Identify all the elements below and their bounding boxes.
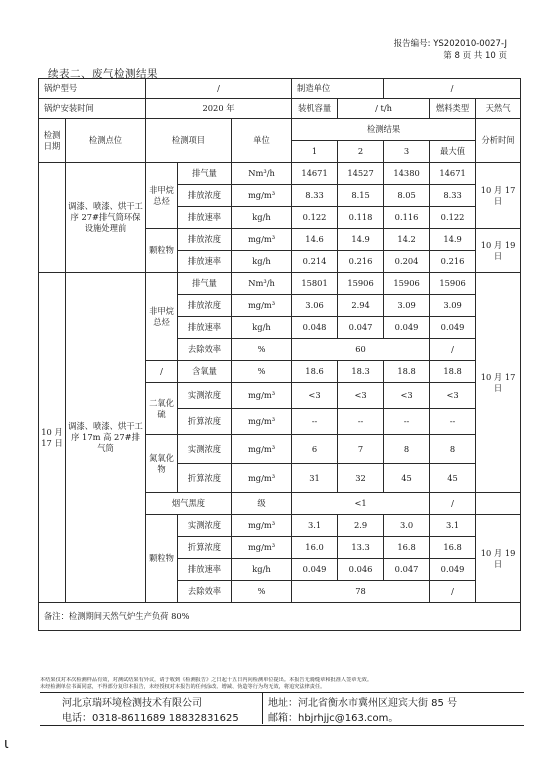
sec2-date: 10 月 17 日 <box>39 273 66 603</box>
disclaimer-line-2: 未经检测单位书面同意，不得部分复印本报告，未经授权对本报告的任何涂改、增减、伪造等行为均无效，将追究法律责任。 <box>40 684 326 690</box>
value-max: 8.33 <box>430 185 476 207</box>
item-name: 排放速率 <box>178 317 232 339</box>
table-title: 续表二、废气检测结果 <box>48 68 158 80</box>
value-2: 14.9 <box>338 229 384 251</box>
item-name: 折算浓度 <box>178 464 232 493</box>
item-name: 烟气黑度 <box>146 493 232 515</box>
company-email: 邮箱：hbjrhjjc@163.com。 <box>268 713 399 724</box>
value-2: <3 <box>338 383 384 409</box>
item-name: 去除效率 <box>178 339 232 361</box>
oxygen-slash: / <box>146 361 178 383</box>
table-row <box>39 163 521 185</box>
value-1: 15801 <box>292 273 338 295</box>
merged-value: <1 <box>292 493 430 515</box>
disclaimer-line-1: 本结果仅对本次检测样品有效，对测试结果有异议，请于收到《检测报告》之日起十五日内向检测单位提出。本报告无骑缝章和批准人签章无效。 <box>40 677 373 683</box>
value-3: 3.0 <box>384 515 430 537</box>
item-name: 实测浓度 <box>178 383 232 409</box>
value-2: 2.9 <box>338 515 384 537</box>
sec1-pm: 颗粒物 <box>146 229 178 273</box>
value-max: / <box>430 493 476 515</box>
item-name: 排气量 <box>178 163 232 185</box>
item-name: 实测浓度 <box>178 435 232 464</box>
item-name: 排放速率 <box>178 559 232 581</box>
item-name: 排放速率 <box>178 207 232 229</box>
margin-mark: ι <box>4 736 9 752</box>
col-date: 检测日期 <box>39 119 66 163</box>
sec2-blank-time <box>476 493 521 515</box>
value-2: 2.94 <box>338 295 384 317</box>
sec2-pm: 颗粒物 <box>146 515 178 603</box>
value-1: 3.1 <box>292 515 338 537</box>
footer-rule-top <box>40 692 524 693</box>
value-max: 0.122 <box>430 207 476 229</box>
value-3: 0.116 <box>384 207 430 229</box>
value-max: 45 <box>430 464 476 493</box>
unit: kg/h <box>232 207 292 229</box>
boiler-row-2 <box>39 99 521 119</box>
item-name: 去除效率 <box>178 581 232 603</box>
exhaust-gas-results-table <box>38 78 521 631</box>
value-2: 8.15 <box>338 185 384 207</box>
value-max: 18.8 <box>430 361 476 383</box>
sec2-nox: 氮氧化物 <box>146 435 178 493</box>
maker-value: / <box>384 79 521 99</box>
value-2: 7 <box>338 435 384 464</box>
value-3: 18.8 <box>384 361 430 383</box>
company-phone: 电话：0318-8611689 18832831625 <box>62 713 239 724</box>
unit: mg/m³ <box>232 537 292 559</box>
value-1: 0.048 <box>292 317 338 339</box>
col-analysis-time: 分析时间 <box>476 119 521 163</box>
footer-rule-bottom <box>40 725 524 726</box>
value-max: 0.049 <box>430 559 476 581</box>
sec2-time-b: 10 月 19 日 <box>476 515 521 603</box>
value-max: 14.9 <box>430 229 476 251</box>
value-2: 0.216 <box>338 251 384 273</box>
sec1-date <box>39 163 66 273</box>
value-3: 16.8 <box>384 537 430 559</box>
value-3: 3.09 <box>384 295 430 317</box>
value-3: 0.049 <box>384 317 430 339</box>
maker-label: 制造单位 <box>292 79 384 99</box>
unit: % <box>232 361 292 383</box>
install-time-label: 锅炉安装时间 <box>39 99 146 119</box>
value-2: 18.3 <box>338 361 384 383</box>
value-1: 31 <box>292 464 338 493</box>
item-name: 含氧量 <box>178 361 232 383</box>
fuel-label: 燃料类型 <box>430 99 476 119</box>
merged-value: 60 <box>292 339 430 361</box>
report-number: 报告编号: YS202010-0027-J <box>393 39 507 49</box>
value-max: <3 <box>430 383 476 409</box>
col-result-3: 3 <box>384 141 430 163</box>
value-1: 3.06 <box>292 295 338 317</box>
unit: mg/m³ <box>232 435 292 464</box>
value-max: 3.09 <box>430 295 476 317</box>
value-1: 18.6 <box>292 361 338 383</box>
value-3: 14380 <box>384 163 430 185</box>
value-max: 3.1 <box>430 515 476 537</box>
disclaimer <box>40 677 524 691</box>
value-max: -- <box>430 409 476 435</box>
item-name: 排放浓度 <box>178 185 232 207</box>
value-max: 0.049 <box>430 317 476 339</box>
note-row <box>39 603 521 631</box>
unit: mg/m³ <box>232 464 292 493</box>
sec1-time-b: 10 月 19 日 <box>476 229 521 273</box>
company-address: 地址：河北省衡水市冀州区迎宾大街 85 号 <box>268 698 458 709</box>
value-2: -- <box>338 409 384 435</box>
boiler-model-value: / <box>146 79 292 99</box>
boiler-model-label: 锅炉型号 <box>39 79 146 99</box>
value-2: 32 <box>338 464 384 493</box>
value-max: / <box>430 581 476 603</box>
value-1: 14.6 <box>292 229 338 251</box>
unit: kg/h <box>232 317 292 339</box>
capacity-label: 装机容量 <box>292 99 338 119</box>
capacity-value: / t/h <box>338 99 430 119</box>
unit: kg/h <box>232 251 292 273</box>
value-max: 0.216 <box>430 251 476 273</box>
col-result-1: 1 <box>292 141 338 163</box>
value-1: 0.214 <box>292 251 338 273</box>
item-name: 排放浓度 <box>178 229 232 251</box>
value-max: 16.8 <box>430 537 476 559</box>
value-1: 14671 <box>292 163 338 185</box>
value-3: 15906 <box>384 273 430 295</box>
item-name: 排放浓度 <box>178 295 232 317</box>
unit: Nm³/h <box>232 163 292 185</box>
value-1: 8.33 <box>292 185 338 207</box>
company-name: 河北京瑞环境检测技术有限公司 <box>62 698 202 709</box>
item-name: 实测浓度 <box>178 515 232 537</box>
value-max: 14671 <box>430 163 476 185</box>
merged-value: 78 <box>292 581 430 603</box>
col-result-2: 2 <box>338 141 384 163</box>
value-3: 8 <box>384 435 430 464</box>
value-3: 45 <box>384 464 430 493</box>
boiler-row-1 <box>39 79 521 99</box>
col-result-max: 最大值 <box>430 141 476 163</box>
value-max: / <box>430 339 476 361</box>
unit: mg/m³ <box>232 409 292 435</box>
value-2: 0.118 <box>338 207 384 229</box>
col-point: 检测点位 <box>66 119 146 163</box>
value-3: 14.2 <box>384 229 430 251</box>
value-3: 0.204 <box>384 251 430 273</box>
value-2: 13.3 <box>338 537 384 559</box>
item-name: 折算浓度 <box>178 409 232 435</box>
table-row <box>39 273 521 295</box>
unit: kg/h <box>232 559 292 581</box>
unit: mg/m³ <box>232 185 292 207</box>
sec2-nmhc: 非甲烷总烃 <box>146 273 178 361</box>
sec2-point: 调漆、喷漆、烘干工序 17m 高 27#排气筒 <box>66 273 146 603</box>
sec1-point: 调漆、喷漆、烘干工序 27#排气筒环保设施处理前 <box>66 163 146 273</box>
item-name: 折算浓度 <box>178 537 232 559</box>
page-number: 第 8 页 共 10 页 <box>443 51 507 61</box>
unit: mg/m³ <box>232 229 292 251</box>
unit: 级 <box>232 493 292 515</box>
sec2-so2: 二氧化硫 <box>146 383 178 435</box>
sec2-time-a: 10 月 17 日 <box>476 273 521 493</box>
value-2: 0.046 <box>338 559 384 581</box>
note: 备注：检测期间天然气炉生产负荷 80% <box>39 603 521 631</box>
value-1: -- <box>292 409 338 435</box>
unit: Nm³/h <box>232 273 292 295</box>
unit: mg/m³ <box>232 295 292 317</box>
col-unit: 单位 <box>232 119 292 163</box>
col-item: 检测项目 <box>146 119 232 163</box>
value-3: 8.05 <box>384 185 430 207</box>
value-2: 15906 <box>338 273 384 295</box>
header-row-1 <box>39 119 521 141</box>
item-name: 排放速率 <box>178 251 232 273</box>
unit: % <box>232 339 292 361</box>
value-2: 0.047 <box>338 317 384 339</box>
unit: mg/m³ <box>232 383 292 409</box>
fuel-value: 天然气 <box>476 99 521 119</box>
value-3: -- <box>384 409 430 435</box>
value-1: <3 <box>292 383 338 409</box>
value-max: 15906 <box>430 273 476 295</box>
footer-divider <box>262 693 263 724</box>
item-name: 排气量 <box>178 273 232 295</box>
value-1: 0.122 <box>292 207 338 229</box>
value-1: 6 <box>292 435 338 464</box>
sec1-nmhc: 非甲烷总烃 <box>146 163 178 229</box>
install-time-value: 2020 年 <box>146 99 292 119</box>
value-max: 8 <box>430 435 476 464</box>
value-1: 16.0 <box>292 537 338 559</box>
sec1-time-a: 10 月 17 日 <box>476 163 521 229</box>
unit: mg/m³ <box>232 515 292 537</box>
value-1: 0.049 <box>292 559 338 581</box>
value-3: <3 <box>384 383 430 409</box>
value-2: 14527 <box>338 163 384 185</box>
unit: % <box>232 581 292 603</box>
col-results: 检测结果 <box>292 119 476 141</box>
value-3: 0.047 <box>384 559 430 581</box>
